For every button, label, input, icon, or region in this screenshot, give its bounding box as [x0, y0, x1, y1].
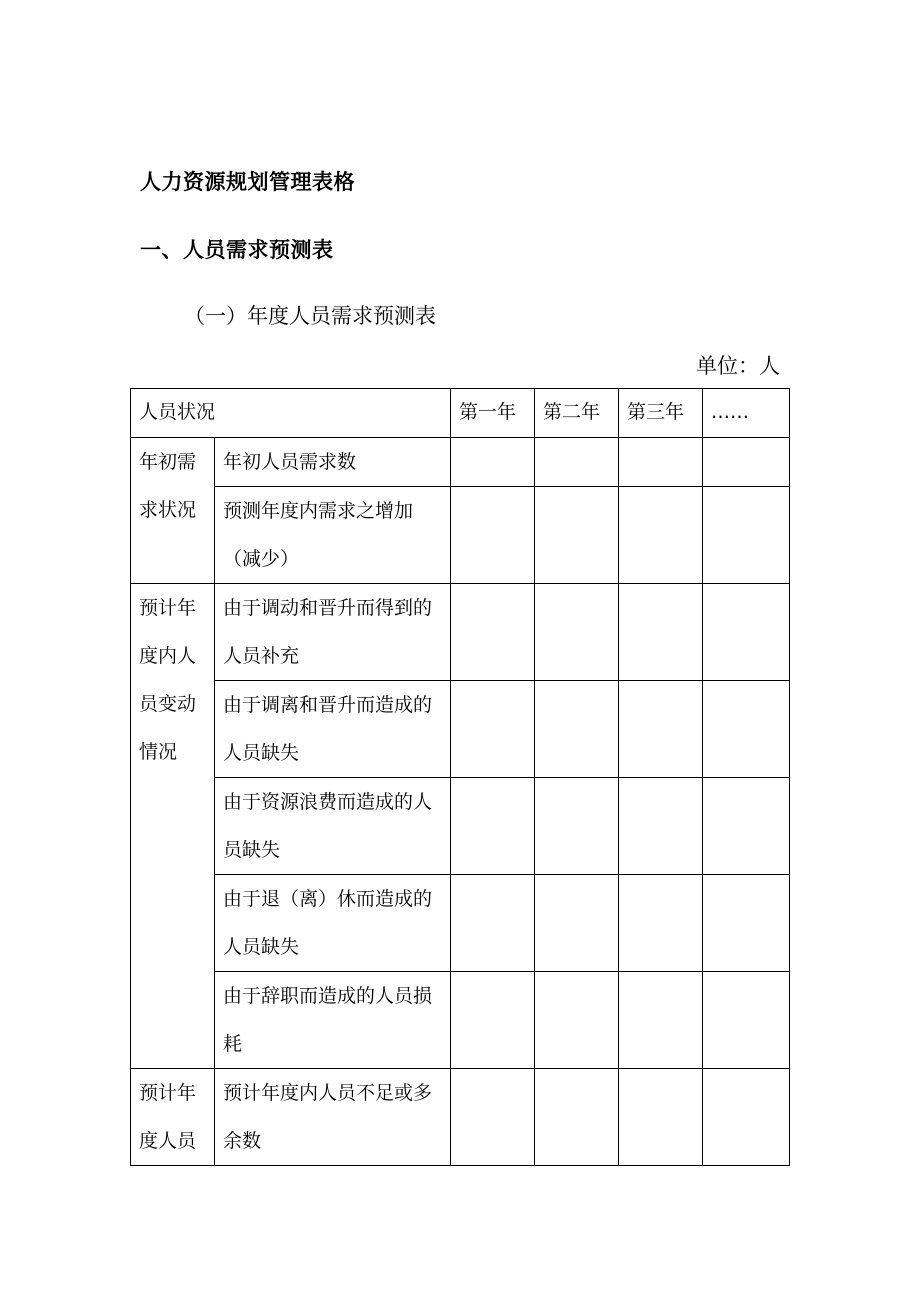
category-cell: 年初需求状况 — [131, 438, 215, 584]
header-year-1: 第一年 — [451, 389, 535, 438]
header-status: 人员状况 — [131, 389, 451, 438]
row-label: 年初人员需求数 — [215, 438, 451, 487]
table-row — [131, 1069, 790, 1166]
table-row — [131, 584, 790, 681]
value-cell — [535, 875, 619, 972]
row-label: 由于辞职而造成的人员损耗 — [215, 972, 451, 1069]
value-cell — [619, 1069, 703, 1166]
table-row — [131, 681, 790, 778]
value-cell — [451, 681, 535, 778]
value-cell — [535, 1069, 619, 1166]
table-header-row — [131, 389, 790, 438]
value-cell — [703, 1069, 790, 1166]
section-heading: 一、人员需求预测表 — [140, 238, 334, 262]
value-cell — [703, 778, 790, 875]
row-label: 预计年度内人员不足或多余数 — [215, 1069, 451, 1166]
value-cell — [703, 584, 790, 681]
unit-label: 单位：人 — [696, 354, 780, 378]
value-cell — [451, 438, 535, 487]
table-row — [131, 778, 790, 875]
value-cell — [535, 438, 619, 487]
value-cell — [619, 972, 703, 1069]
value-cell — [451, 487, 535, 584]
value-cell — [451, 584, 535, 681]
header-more: …… — [703, 389, 790, 438]
value-cell — [451, 875, 535, 972]
value-cell — [535, 681, 619, 778]
value-cell — [703, 438, 790, 487]
category-cell: 预计年度内人员变动情况 — [131, 584, 215, 1069]
value-cell — [619, 487, 703, 584]
value-cell — [619, 584, 703, 681]
value-cell — [451, 972, 535, 1069]
category-cell: 预计年度人员 — [131, 1069, 215, 1166]
value-cell — [535, 778, 619, 875]
value-cell — [703, 875, 790, 972]
value-cell — [703, 972, 790, 1069]
value-cell — [535, 584, 619, 681]
value-cell — [451, 1069, 535, 1166]
value-cell — [619, 875, 703, 972]
demand-forecast-table — [130, 388, 790, 1166]
table-row — [131, 438, 790, 487]
row-label: 由于资源浪费而造成的人员缺失 — [215, 778, 451, 875]
value-cell — [619, 778, 703, 875]
table-row — [131, 487, 790, 584]
header-year-2: 第二年 — [535, 389, 619, 438]
value-cell — [619, 438, 703, 487]
table-row — [131, 972, 790, 1069]
row-label: 由于退（离）休而造成的人员缺失 — [215, 875, 451, 972]
row-label: 由于调动和晋升而得到的人员补充 — [215, 584, 451, 681]
value-cell — [535, 487, 619, 584]
value-cell — [451, 778, 535, 875]
header-year-3: 第三年 — [619, 389, 703, 438]
subsection-heading: （一）年度人员需求预测表 — [184, 304, 436, 328]
table-row — [131, 875, 790, 972]
value-cell — [619, 681, 703, 778]
value-cell — [535, 972, 619, 1069]
value-cell — [703, 487, 790, 584]
document-title: 人力资源规划管理表格 — [140, 170, 355, 194]
value-cell — [703, 681, 790, 778]
row-label: 由于调离和晋升而造成的人员缺失 — [215, 681, 451, 778]
row-label: 预测年度内需求之增加（减少） — [215, 487, 451, 584]
